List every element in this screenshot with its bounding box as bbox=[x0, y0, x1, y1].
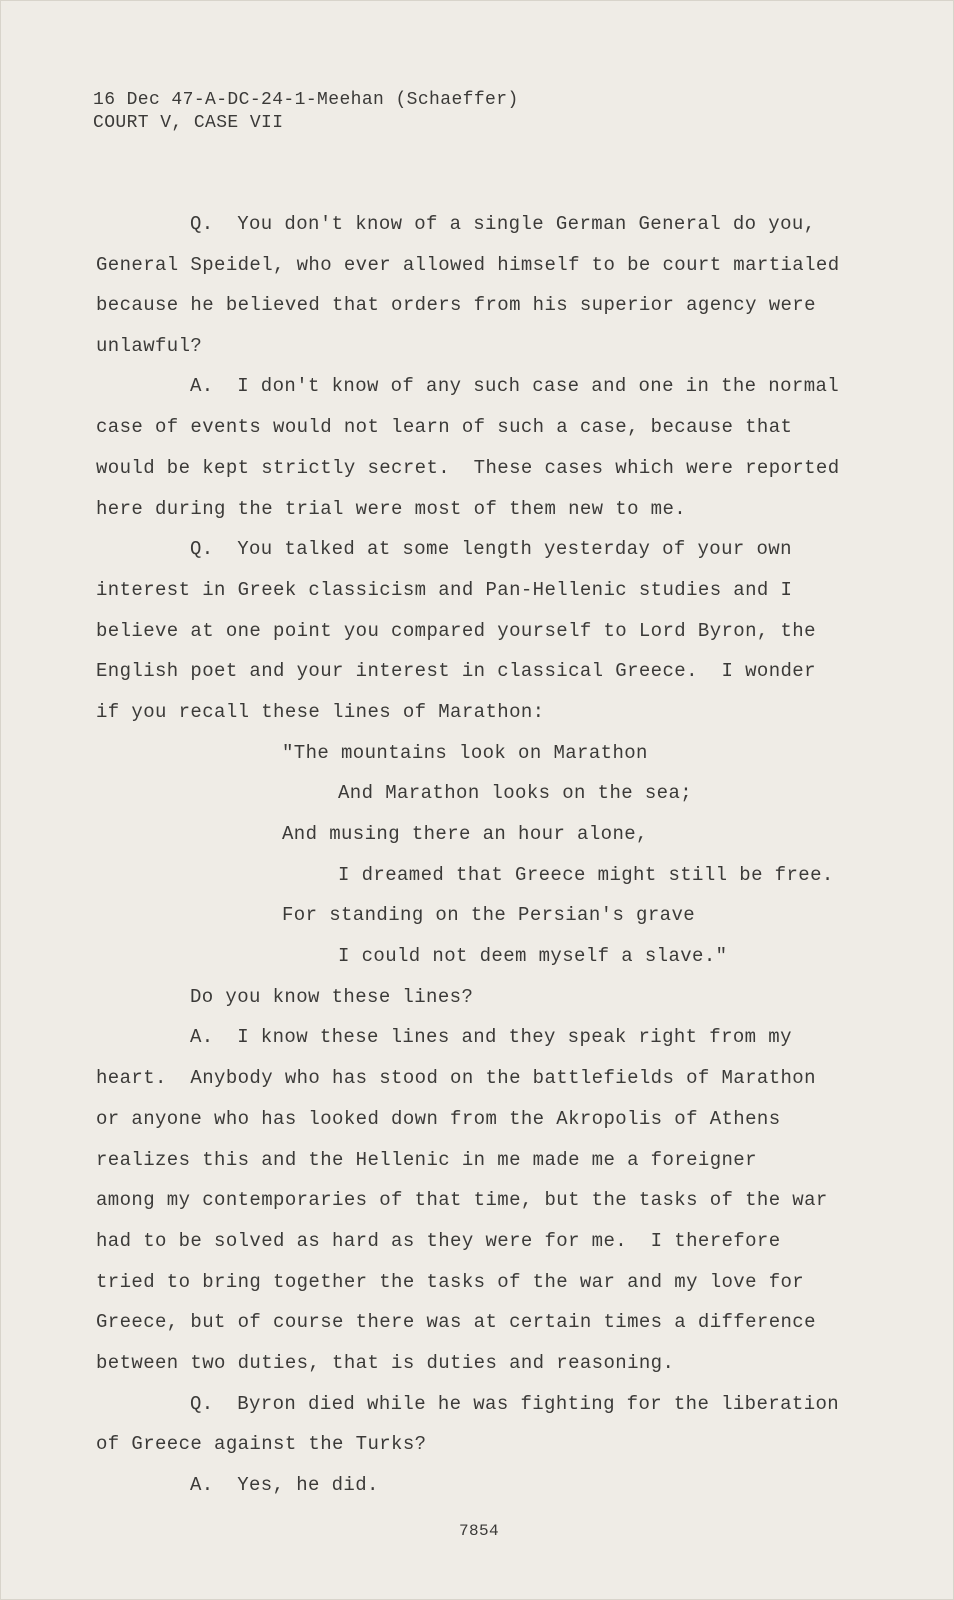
transcript-line: between two duties, that is duties and reasoning. bbox=[96, 1352, 675, 1374]
header-line-2: COURT V, CASE VII bbox=[93, 113, 284, 133]
transcript-line: among my contemporaries of that time, but the tasks of the war bbox=[96, 1189, 828, 1211]
transcript-line: or anyone who has looked down from the Akropolis of Athens bbox=[96, 1108, 781, 1130]
transcript-line: would be kept strictly secret. These cases which were reported bbox=[96, 457, 840, 479]
transcript-line: interest in Greek classicism and Pan-Hellenic studies and I bbox=[96, 579, 793, 601]
verse-line: I dreamed that Greece might still be free. bbox=[338, 864, 834, 886]
transcript-line: here during the trial were most of them new to me. bbox=[96, 498, 687, 520]
transcript-line: case of events would not learn of such a case, because that bbox=[96, 416, 793, 438]
transcript-line: English poet and your interest in classical Greece. I wonder bbox=[96, 660, 816, 682]
transcript-line: A. I know these lines and they speak right from my bbox=[190, 1026, 792, 1048]
transcript-line: Q. Byron died while he was fighting for the liberation bbox=[190, 1393, 840, 1415]
transcript-line: if you recall these lines of Marathon: bbox=[96, 701, 545, 723]
transcript-line: had to be solved as hard as they were for me. I therefore bbox=[96, 1230, 781, 1252]
verse-line: "The mountains look on Marathon bbox=[282, 742, 648, 764]
transcript-line: General Speidel, who ever allowed himself to be court martialed bbox=[96, 254, 840, 276]
transcript-line: Q. You talked at some length yesterday of your own bbox=[190, 538, 792, 560]
verse-line: And musing there an hour alone, bbox=[282, 823, 648, 845]
transcript-line: Greece, but of course there was at certain times a difference bbox=[96, 1311, 816, 1333]
transcript-line: because he believed that orders from his superior agency were bbox=[96, 294, 816, 316]
transcript-line: A. I don't know of any such case and one in the normal bbox=[190, 375, 840, 397]
header-line-1: 16 Dec 47-A-DC-24-1-Meehan (Schaeffer) bbox=[93, 90, 519, 110]
transcript-line: unlawful? bbox=[96, 335, 203, 357]
transcript-line: Do you know these lines? bbox=[190, 986, 474, 1008]
verse-line: For standing on the Persian's grave bbox=[282, 904, 696, 926]
transcript-line: believe at one point you compared yourself to Lord Byron, the bbox=[96, 620, 816, 642]
transcript-line: tried to bring together the tasks of the war and my love for bbox=[96, 1271, 805, 1293]
verse-line: And Marathon looks on the sea; bbox=[338, 782, 693, 804]
verse-line: I could not deem myself a slave." bbox=[338, 945, 728, 967]
page-number: 7854 bbox=[459, 1522, 500, 1540]
transcript-line: realizes this and the Hellenic in me made me a foreigner bbox=[96, 1149, 757, 1171]
transcript-line: heart. Anybody who has stood on the battlefields of Marathon bbox=[96, 1067, 816, 1089]
transcript-line: of Greece against the Turks? bbox=[96, 1433, 427, 1455]
transcript-line: Q. You don't know of a single German General do you, bbox=[190, 213, 816, 235]
transcript-line: A. Yes, he did. bbox=[190, 1474, 379, 1496]
